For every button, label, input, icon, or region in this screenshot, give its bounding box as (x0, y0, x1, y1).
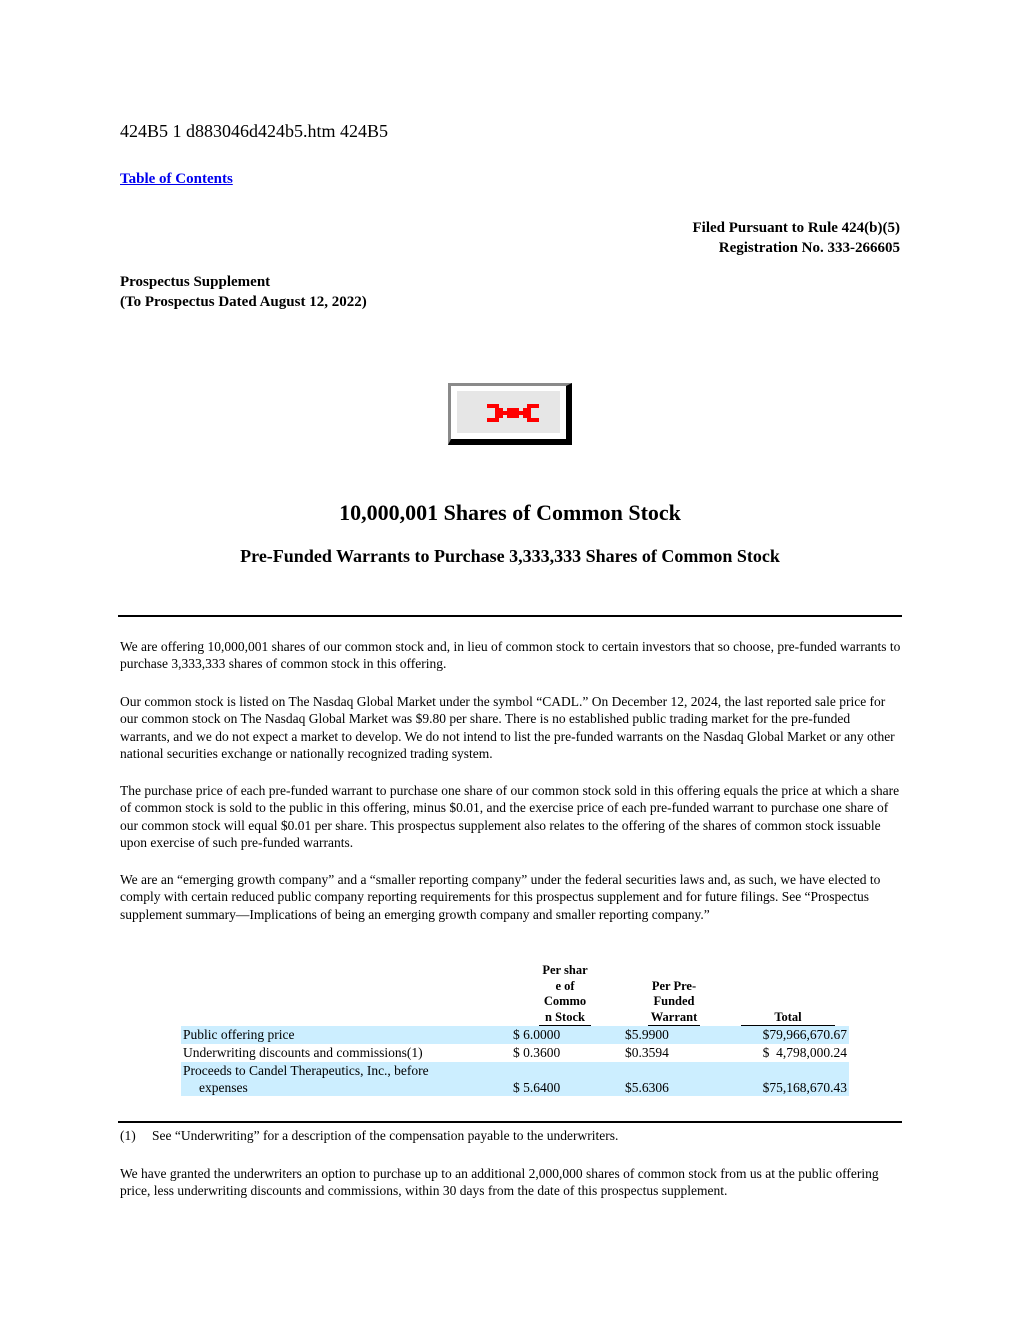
filing-header: 424B5 1 d883046d424b5.htm 424B5 (120, 121, 389, 141)
emerging-growth-paragraph: We are an “emerging growth company” and a “smaller reporting company” under the federal securities laws and, as such, we have elected to comply with certain reduced public company reporting requirements for this prospectus supplement and for future filings. See “Prospectus supplement summary—Implications of being an emerging growth company and smaller reporting company.” (120, 872, 881, 922)
total-value: $ 4,798,000.24 (762, 1045, 847, 1060)
offering-title: 10,000,001 Shares of Common Stock (339, 500, 681, 525)
per-share-value: $ 0.3600 (513, 1045, 561, 1060)
per-warrant-header-line: Per Pre- (651, 978, 697, 993)
total-header-label: Total (741, 1010, 835, 1027)
total-value: $79,966,670.67 (729, 1026, 849, 1044)
row-label (181, 1062, 513, 1096)
broken-image-icon (485, 402, 541, 424)
listing-paragraph: Our common stock is listed on The Nasdaq Global Market under the symbol “CADL.” On December 12, 2024, the last reported sale price for our common stock on The Nasdaq Global Market was $9.80 per share. There is no established public trading market for the pre-funded warrants, and we do not expect a market to develop. We do not intend to list the pre-funded warrants on the Nasdaq Global Market or any other national securities exchange or nationally recognized trading system. (120, 694, 895, 761)
pricing-table-header (181, 963, 849, 1026)
per-warrant-value: $5.6306 (625, 1062, 729, 1096)
total-value: $75,168,670.43 (729, 1062, 849, 1096)
per-warrant-value: $5.9900 (625, 1026, 729, 1044)
per-share-value: $ 6.0000 (513, 1026, 625, 1044)
per-warrant-value: $0.3594 (625, 1045, 669, 1060)
footnote-text: See “Underwriting” for a description of the compensation payable to the underwriters. (152, 1128, 619, 1143)
table-of-contents-link[interactable]: Table of Contents (120, 171, 233, 187)
row-label: Public offering price (181, 1026, 513, 1044)
per-share-header-line: e of (555, 978, 575, 993)
per-share-header-line: Per shar (542, 963, 588, 977)
table-row (181, 1062, 849, 1096)
per-share-header (513, 963, 625, 1026)
row-label: Underwriting discounts and commissions(1) (183, 1045, 423, 1060)
section-divider-bottom (118, 1121, 902, 1123)
row-label-line: Proceeds to Candel Therapeutics, Inc., before (183, 1063, 429, 1078)
per-warrant-header-line: Funded (653, 994, 695, 1008)
filed-pursuant-text: Filed Pursuant to Rule 424(b)(5) (692, 220, 900, 236)
warrant-price-paragraph: The purchase price of each pre-funded warrant to purchase one share of our common stock sold in this offering equals the price at which a share of common stock is sold to the public in this offering, minus $0.01, and the exercise price of each pre-funded warrant to purchase one share of our common stock will equal $0.01 per share. This prospectus supplement also relates to the offering of the shares of common stock issuable upon exercise of such pre-funded warrants. (120, 783, 900, 850)
section-divider-top (118, 615, 902, 617)
footnote-marker: (1) (120, 1128, 136, 1143)
supplement-heading (120, 272, 367, 312)
supplement-line-2: (To Prospectus Dated August 12, 2022) (120, 294, 367, 310)
option-paragraph: We have granted the underwriters an option to purchase up to an additional 2,000,000 shares of common stock from us at the public offering price, less underwriting discounts and commissions, within 30 days from the date of this prospectus supplement. (120, 1166, 879, 1199)
per-share-header-line: Commo (543, 994, 587, 1008)
supplement-line-1: Prospectus Supplement (120, 274, 271, 290)
per-warrant-header-line: Warrant (650, 1009, 698, 1024)
table-row (181, 1026, 849, 1044)
company-logo (448, 383, 572, 445)
filing-info (693, 218, 901, 258)
per-share-header-line: n Stock (545, 1009, 585, 1024)
total-header (729, 963, 849, 1026)
pricing-table (181, 963, 849, 1096)
offering-paragraph: We are offering 10,000,001 shares of our common stock and, in lieu of common stock to certain investors that so choose, pre-funded warrants to purchase 3,333,333 shares of common stock in this offering. (120, 639, 901, 672)
table-row (181, 1044, 849, 1062)
logo-placeholder (457, 391, 560, 433)
per-share-value: $ 5.6400 (513, 1062, 625, 1096)
offering-subtitle: Pre-Funded Warrants to Purchase 3,333,333 Shares of Common Stock (240, 546, 780, 566)
row-label-line: expenses (199, 1080, 248, 1095)
per-warrant-header (625, 963, 729, 1026)
registration-number: Registration No. 333-266605 (718, 240, 900, 256)
